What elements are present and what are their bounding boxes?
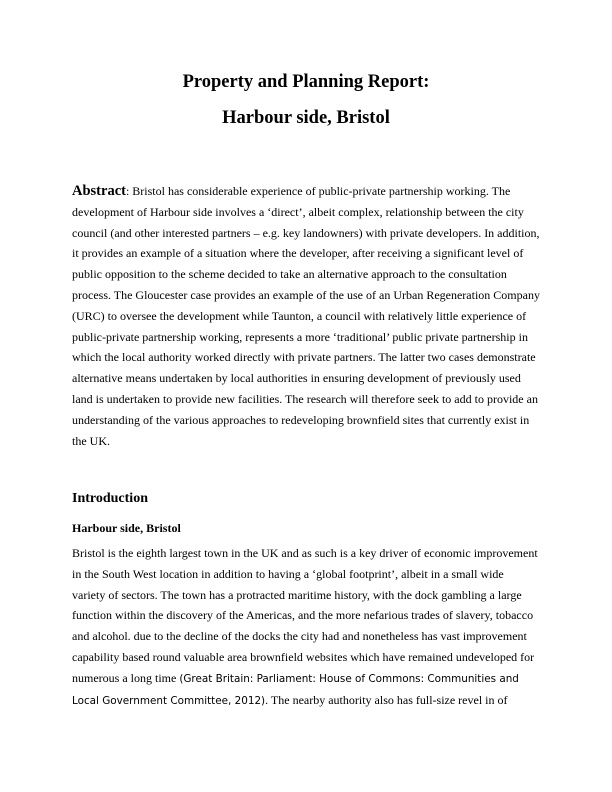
introduction-paragraph — [72, 543, 540, 711]
report-subtitle: Harbour side, Bristol — [222, 108, 390, 128]
report-title: Property and Planning Report: — [182, 72, 430, 92]
introduction-subheading: Harbour side, Bristol — [72, 521, 181, 535]
citation: (Great Britain: Parliament: House of Commons: Communities and Local Government Committee, 2012) — [72, 672, 519, 707]
abstract-label: Abstract — [72, 183, 126, 199]
abstract-paragraph — [72, 181, 540, 451]
introduction-text-continued: . The nearby authority also has full-size revel in of — [265, 692, 508, 707]
introduction-text: Bristol is the eighth largest town in the UK and as such is a key driver of economic improvement in the South West location in addition to having a ‘global footprint’, albeit in a small wide variety of sectors. The town has a protracted maritime history, with the dock gambling a large function within the discovery of the Americas, and the more nefarious trades of slavery, tobacco and alcohol. due to the decline of the docks the city had and nonetheless has vast improvement capability based round valuable area brownfield websites which have remained undeveloped for numerous a long time — [72, 546, 538, 685]
introduction-heading: Introduction — [72, 491, 148, 506]
abstract-text: : Bristol has considerable experience of public-private partnership working. The development of Harbour side involves a ‘direct’, albeit complex, relationship between the city council (and other interested partners – e.g. key landowners) with private developers. In addition, it provides an example of a situation where the developer, after receiving a significant level of public opposition to the scheme decided to take an alternative approach to the consultation process. The Gloucester case provides an example of the use of an Urban Regeneration Company (URC) to oversee the development while Taunton, a council with relatively little experience of public-private partnership working, represents a more ‘traditional’ public private partnership in which the local authority worked directly with private partners. The latter two cases demonstrate alternative means undertaken by local authorities in ensuring development of previously used land is undertaken to provide new facilities. The research will therefore seek to add to provide an understanding of the various approaches to redeveloping brownfield sites that currently exist in the UK. — [72, 184, 540, 448]
